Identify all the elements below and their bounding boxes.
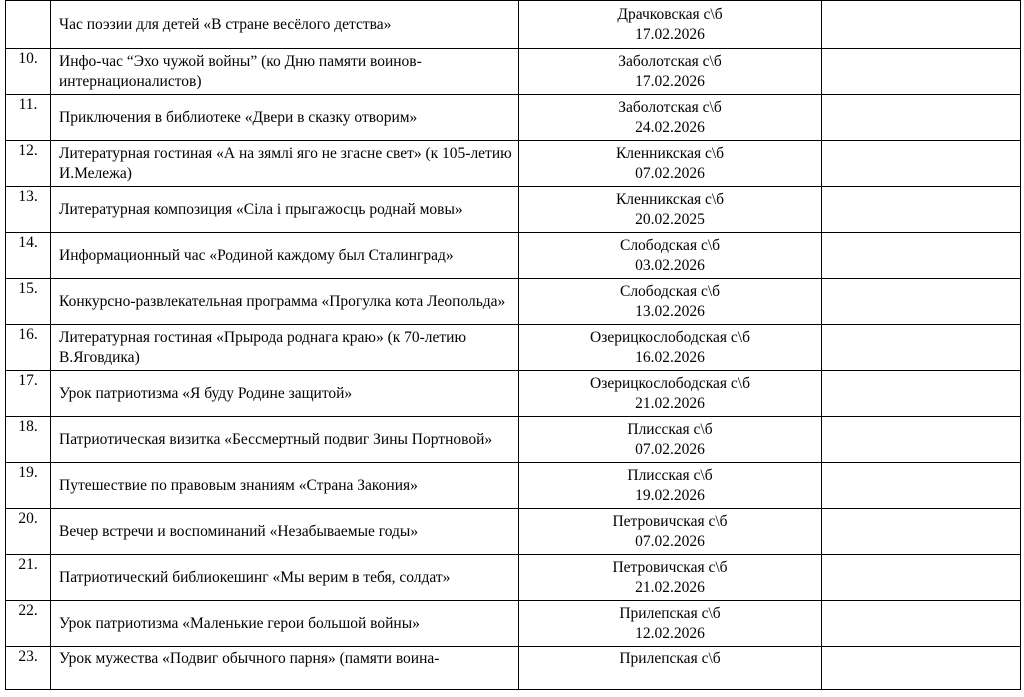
row-number: 19. [6,463,51,509]
event-date: 17.02.2026 [635,72,705,90]
event-title: Информационный час «Родиной каждому был Сталинград» [51,233,519,279]
event-title: Приключения в библиотеке «Двери в сказку отворим» [51,95,519,141]
row-number: 22. [6,601,51,647]
event-place-date [519,509,822,555]
empty-cell [822,233,1021,279]
event-place-date [519,141,822,187]
event-place-date [519,647,822,690]
event-title: Вечер встречи и воспоминаний «Незабываемые годы» [51,509,519,555]
library-name: Прилепская с\б [619,650,721,667]
event-title: Литературная гостиная «Прырода роднага краю» (к 70-летию В.Яговдика) [51,325,519,371]
event-date: 17.02.2026 [635,25,705,43]
event-date: 07.02.2026 [635,164,705,182]
row-number: 21. [6,555,51,601]
table-row [6,417,1021,463]
empty-cell [822,187,1021,233]
library-name: Озерицкослободская с\б [590,374,750,392]
event-title: Патриотический библиокешинг «Мы верим в тебя, солдат» [51,555,519,601]
table-row [6,371,1021,417]
empty-cell [822,49,1021,95]
event-place-date [519,463,822,509]
event-place-date [519,279,822,325]
event-title: Путешествие по правовым знаниям «Страна Закония» [51,463,519,509]
event-title: Урок патриотизма «Я буду Родине защитой» [51,371,519,417]
events-table [5,0,1021,690]
library-name: Кленникская с\б [615,144,725,162]
event-date: 21.02.2026 [635,578,705,596]
event-place-date [519,187,822,233]
event-place-date [519,95,822,141]
event-title: Конкурсно-развлекательная программа «Прогулка кота Леопольда» [51,279,519,325]
table-row [6,1,1021,49]
library-name: Плисская с\б [627,420,713,438]
event-place-date [519,555,822,601]
event-place-date [519,49,822,95]
library-name: Слободская с\б [619,282,721,300]
empty-cell [822,279,1021,325]
library-name: Петровичская с\б [612,512,728,530]
table-row [6,601,1021,647]
row-number: 20. [6,509,51,555]
library-name: Заболотская с\б [618,52,722,70]
event-date: 03.02.2026 [635,256,705,274]
library-name: Заболотская с\б [618,98,722,116]
empty-cell [822,1,1021,49]
event-date: 07.02.2026 [635,440,705,458]
empty-cell [822,141,1021,187]
row-number [6,1,51,49]
row-number: 18. [6,417,51,463]
table-row [6,187,1021,233]
empty-cell [822,555,1021,601]
row-number: 23. [6,647,51,690]
library-name: Плисская с\б [627,466,713,484]
table-row [6,95,1021,141]
event-date: 16.02.2026 [635,348,705,366]
event-date: 21.02.2026 [635,394,705,412]
event-title: Инфо-час “Эхо чужой войны” (ко Дню памяти воинов-интернационалистов) [51,49,519,95]
empty-cell [822,463,1021,509]
row-number: 14. [6,233,51,279]
empty-cell [822,509,1021,555]
empty-cell [822,417,1021,463]
event-title: Литературная композиция «Сіла і прыгажосць роднай мовы» [51,187,519,233]
event-date: 13.02.2026 [635,302,705,320]
empty-cell [822,95,1021,141]
empty-cell [822,601,1021,647]
event-place-date [519,371,822,417]
row-number: 11. [6,95,51,141]
library-name: Петровичская с\б [612,558,728,576]
table-row [6,555,1021,601]
event-date: 12.02.2026 [635,624,705,642]
table-row [6,233,1021,279]
row-number: 16. [6,325,51,371]
event-date: 20.02.2025 [635,210,705,228]
event-place-date [519,1,822,49]
event-date: 19.02.2026 [635,486,705,504]
table-row [6,279,1021,325]
table-row [6,463,1021,509]
table-row [6,509,1021,555]
table-row [6,647,1021,690]
library-name: Озерицкослободская с\б [590,328,750,346]
row-number: 15. [6,279,51,325]
event-title: Урок патриотизма «Маленькие герои большой войны» [51,601,519,647]
row-number: 17. [6,371,51,417]
library-name: Слободская с\б [619,236,721,254]
event-title: Литературная гостиная «А на зямлі яго не згасне свет» (к 105-летию И.Мележа) [51,141,519,187]
empty-cell [822,325,1021,371]
table-body [6,1,1021,690]
event-date: 24.02.2026 [635,118,705,136]
event-place-date [519,233,822,279]
row-number: 10. [6,49,51,95]
library-name: Драчковская с\б [617,5,723,23]
library-name: Кленникская с\б [615,190,725,208]
event-title: Патриотическая визитка «Бессмертный подвиг Зины Портновой» [51,417,519,463]
row-number: 12. [6,141,51,187]
event-place-date [519,601,822,647]
event-date: 07.02.2026 [635,532,705,550]
event-title: Час поэзии для детей «В стране весёлого детства» [51,1,519,49]
event-place-date [519,417,822,463]
library-name: Прилепская с\б [619,604,721,622]
table-row [6,49,1021,95]
table-row [6,325,1021,371]
row-number: 13. [6,187,51,233]
empty-cell [822,647,1021,690]
empty-cell [822,371,1021,417]
table-row [6,141,1021,187]
event-title: Урок мужества «Подвиг обычного парня» (памяти воина- [51,647,519,690]
event-place-date [519,325,822,371]
